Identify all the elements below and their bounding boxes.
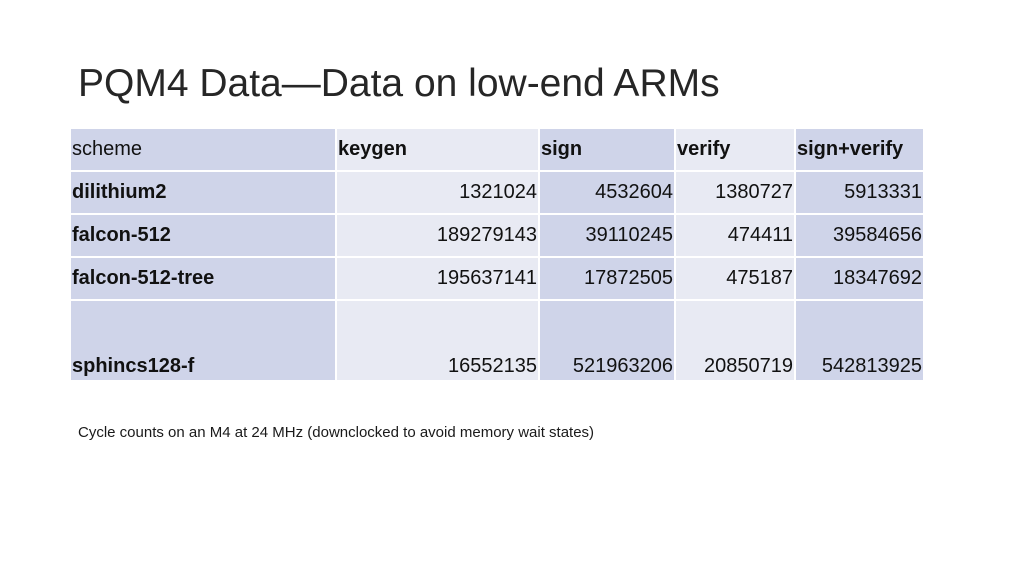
- row-scheme: dilithium2: [70, 171, 336, 214]
- table-header-row: [70, 128, 924, 171]
- header-sign: sign: [539, 128, 675, 171]
- header-sign-verify: sign+verify: [795, 128, 924, 171]
- row-sign: 521963206: [539, 300, 675, 381]
- cycle-count-table: [69, 127, 925, 382]
- row-keygen: 1321024: [336, 171, 539, 214]
- row-scheme: falcon-512: [70, 214, 336, 257]
- row-sign: 4532604: [539, 171, 675, 214]
- row-sign-verify: 542813925: [795, 300, 924, 381]
- row-verify: 20850719: [675, 300, 795, 381]
- row-keygen: 189279143: [336, 214, 539, 257]
- table-row: [70, 257, 924, 300]
- row-scheme: falcon-512-tree: [70, 257, 336, 300]
- row-keygen: 16552135: [336, 300, 539, 381]
- row-sign-verify: 39584656: [795, 214, 924, 257]
- table-row: [70, 300, 924, 381]
- row-sign: 17872505: [539, 257, 675, 300]
- row-sign-verify: 18347692: [795, 257, 924, 300]
- row-verify: 475187: [675, 257, 795, 300]
- row-sign-verify: 5913331: [795, 171, 924, 214]
- header-scheme: scheme: [70, 128, 336, 171]
- page-title: PQM4 Data—Data on low-end ARMs: [78, 62, 720, 105]
- row-verify: 1380727: [675, 171, 795, 214]
- row-verify: 474411: [675, 214, 795, 257]
- header-keygen: keygen: [336, 128, 539, 171]
- header-verify: verify: [675, 128, 795, 171]
- table-row: [70, 214, 924, 257]
- row-scheme: sphincs128-f: [70, 300, 336, 381]
- row-keygen: 195637141: [336, 257, 539, 300]
- row-sign: 39110245: [539, 214, 675, 257]
- table-row: [70, 171, 924, 214]
- table-caption: Cycle counts on an M4 at 24 MHz (downclocked to avoid memory wait states): [78, 424, 595, 441]
